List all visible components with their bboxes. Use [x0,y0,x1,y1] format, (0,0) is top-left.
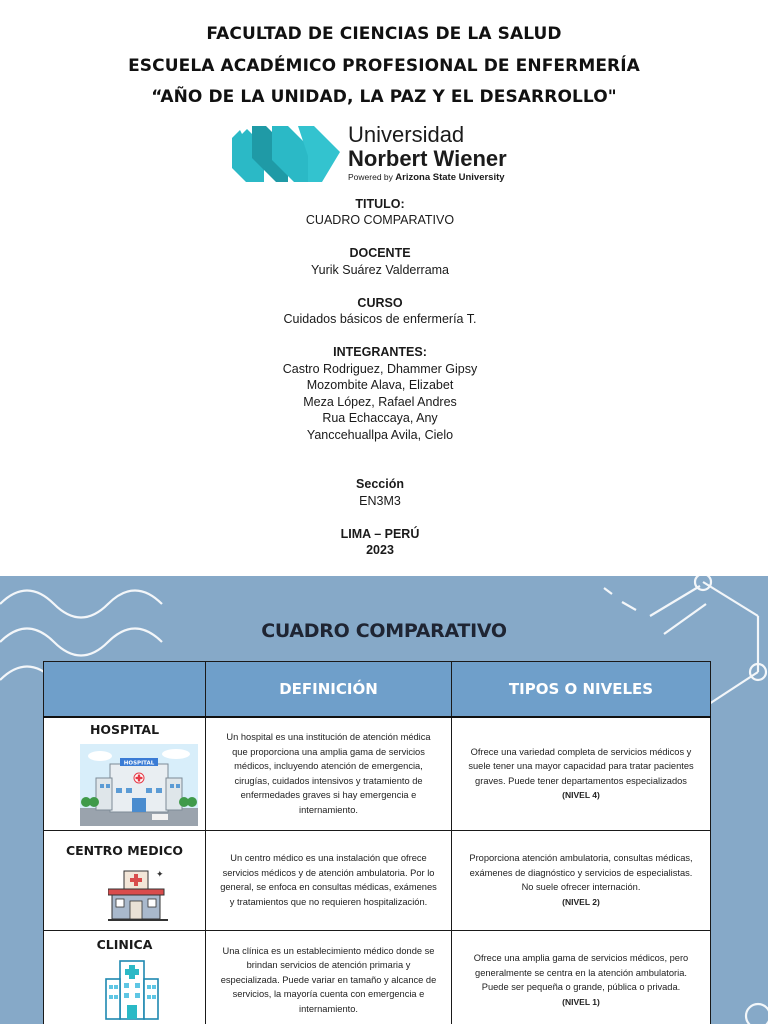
level-badge: (NIVEL 1) [562,996,600,1007]
university-logo [232,122,532,186]
titulo-label: TITULO: [355,197,405,211]
logo-powered-by [348,172,505,183]
logo-powered-name: Arizona State University [395,172,505,183]
svg-text:✦: ✦ [156,869,164,880]
logo-university-word: Universidad [348,122,465,147]
docente-label: DOCENTE [349,246,411,260]
header-tipos: TIPOS O NIVELES [452,662,711,718]
table-row [44,930,711,1024]
hospital-building-icon [80,744,198,826]
row-name-clinica: CLINICA [96,936,153,952]
city-line: LIMA – PERÚ [340,527,420,541]
table-row [44,717,711,830]
row-name-centro-medico: CENTRO MEDICO [65,842,184,858]
level-badge: (NIVEL 2) [562,896,600,907]
logo-university-name: Norbert Wiener [348,146,507,171]
types-text: Ofrece una amplia gama de servicios médicos, pero generalmente se centra en la atención ambulatoria. Puede ser pequeña o grande, pública o privada. [473,953,689,992]
types-text: Ofrece una variedad completa de servicios médicos y suele tener una mayor capacidad para tratar pacientes graves. Puede tener departamentos especializados [468,746,694,786]
comparison-table [43,661,711,1024]
definition-cell: Un centro médico es una instalación que ofrece servicios médicos y de atención ambulatoria. Por lo general, se enfoca en consultas médicas, exámenes y tratamientos que no requieren hospitalización. [206,830,452,930]
header-empty [44,662,206,718]
level-badge: (NIVEL 4) [562,790,600,801]
table-header-row [44,662,711,718]
integrante-3: Meza López, Rafael Andres [303,395,457,409]
docente-value: Yurik Suárez Valderrama [310,263,450,277]
comparison-sheet [0,576,768,1024]
integrante-4: Rua Echaccaya, Any [322,411,438,425]
types-cell [452,830,711,930]
definition-cell: Un hospital es una institución de atención médica que proporciona una amplia gama de servicios médicos, incluyendo atención de emergencia, cirugías, cuidados intensivos y tratamiento de enfermedades graves si hay emergencia e internamiento. [206,717,452,830]
year-line: 2023 [366,543,394,557]
seccion-label: Sección [356,477,404,491]
clinic-building-icon [102,957,162,1021]
hospital-icon-label: HOSPITAL [123,760,155,767]
definition-cell: Una clínica es un establecimiento médico donde se brindan servicios de atención primaria y especializada. Puede variar en tamaño y alcance de servicios, la mayoría cuenta con emergencia e internamiento. [206,930,452,1024]
seccion-value: EN3M3 [359,494,401,508]
types-cell [452,717,711,830]
row-name-cell [44,717,206,830]
medical-center-icon [108,867,168,923]
curso-label: CURSO [357,296,403,310]
integrante-5: Yanccehuallpa Avila, Cielo [306,428,454,442]
row-name-hospital: HOSPITAL [89,722,160,737]
year-motto-heading: “AÑO DE LA UNIDAD, LA PAZ Y EL DESARROLLO" [151,87,617,107]
header-definicion: DEFINICIÓN [206,662,452,718]
table-row [44,830,711,930]
faculty-heading: FACULTAD DE CIENCIAS DE LA SALUD [206,24,562,44]
table-title: CUADRO COMPARATIVO [261,620,507,642]
curso-value: Cuidados básicos de enfermería T. [283,312,477,326]
types-cell [452,930,711,1024]
titulo-value: CUADRO COMPARATIVO [305,213,455,227]
row-name-cell [44,830,206,930]
row-name-cell [44,930,206,1024]
types-text: Proporciona atención ambulatoria, consultas médicas, exámenes de diagnóstico y servicios de especialistas. No suele ofrecer internación. [469,853,693,892]
integrante-1: Castro Rodriguez, Dhammer Gipsy [282,362,478,376]
integrantes-label: INTEGRANTES: [333,345,427,359]
integrante-2: Mozombite Alava, Elizabet [306,378,454,392]
school-heading: ESCUELA ACADÉMICO PROFESIONAL DE ENFERMERÍA [128,56,640,76]
logo-mark-icon [232,122,342,184]
logo-powered-prefix: Powered by [348,172,393,182]
